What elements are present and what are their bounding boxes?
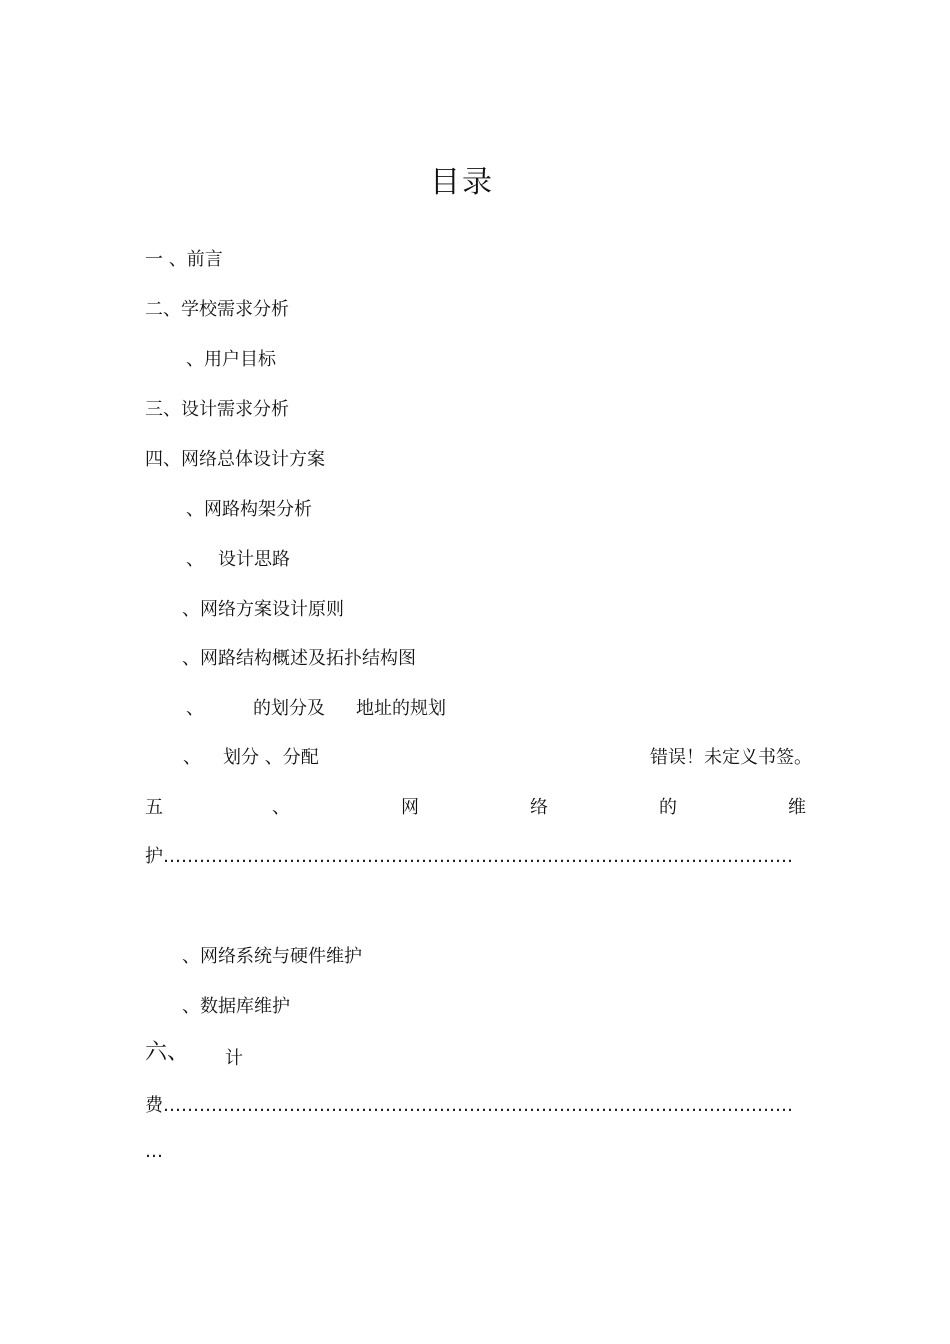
toc-item-6-cont: 费: [145, 1095, 163, 1116]
toc-item-5-leader: ……………………………………………………………………………………………: [163, 846, 793, 867]
toc-item-4-2-mark: 、: [186, 549, 204, 570]
toc-item-5-char-1: 五: [145, 797, 163, 818]
toc-item-6-head: 六、: [145, 1040, 190, 1065]
toc-item-3: 三、设计需求分析: [145, 399, 289, 420]
toc-item-4-2: 设计思路: [218, 549, 290, 570]
toc-item-5-2: 、数据库维护: [182, 996, 290, 1017]
toc-item-5-char-5: 的: [659, 797, 677, 818]
toc-item-5-char-4: 络: [530, 797, 548, 818]
toc-item-4-6: 划分 、分配: [223, 747, 319, 768]
toc-item-4-3: 、网络方案设计原则: [182, 599, 344, 620]
toc-item-6-word: 计: [225, 1048, 243, 1069]
toc-item-4-5-a: 的划分及: [253, 698, 325, 719]
toc-item-5-char-2: 、: [272, 797, 290, 818]
toc-item-2: 二、学校需求分析: [145, 299, 289, 320]
toc-item-4-5-b: 地址的规划: [356, 698, 446, 719]
toc-item-1: 一 、前言: [145, 249, 223, 270]
toc-item-4-1: 、网路构架分析: [186, 499, 312, 520]
toc-item-5-1: 、网络系统与硬件维护: [182, 946, 362, 967]
toc-item-5-char-6: 维: [788, 797, 806, 818]
toc-item-4-4: 、网路结构概述及拓扑结构图: [182, 648, 416, 669]
toc-item-4-6-mark: 、: [183, 747, 201, 768]
toc-item-4: 四、网络总体设计方案: [145, 449, 325, 470]
toc-item-5-char-3: 网: [401, 797, 419, 818]
toc-item-5-cont: 护: [145, 846, 163, 867]
toc-error-text: 错误！未定义书签。: [650, 747, 812, 768]
toc-item-6-tail: …: [145, 1141, 163, 1162]
page-title: 目录: [430, 165, 494, 200]
toc-item-6-leader: ……………………………………………………………………………………………: [163, 1095, 793, 1116]
toc-item-2-1: 、用户目标: [186, 349, 276, 370]
toc-item-4-5-mark: 、: [186, 698, 204, 719]
